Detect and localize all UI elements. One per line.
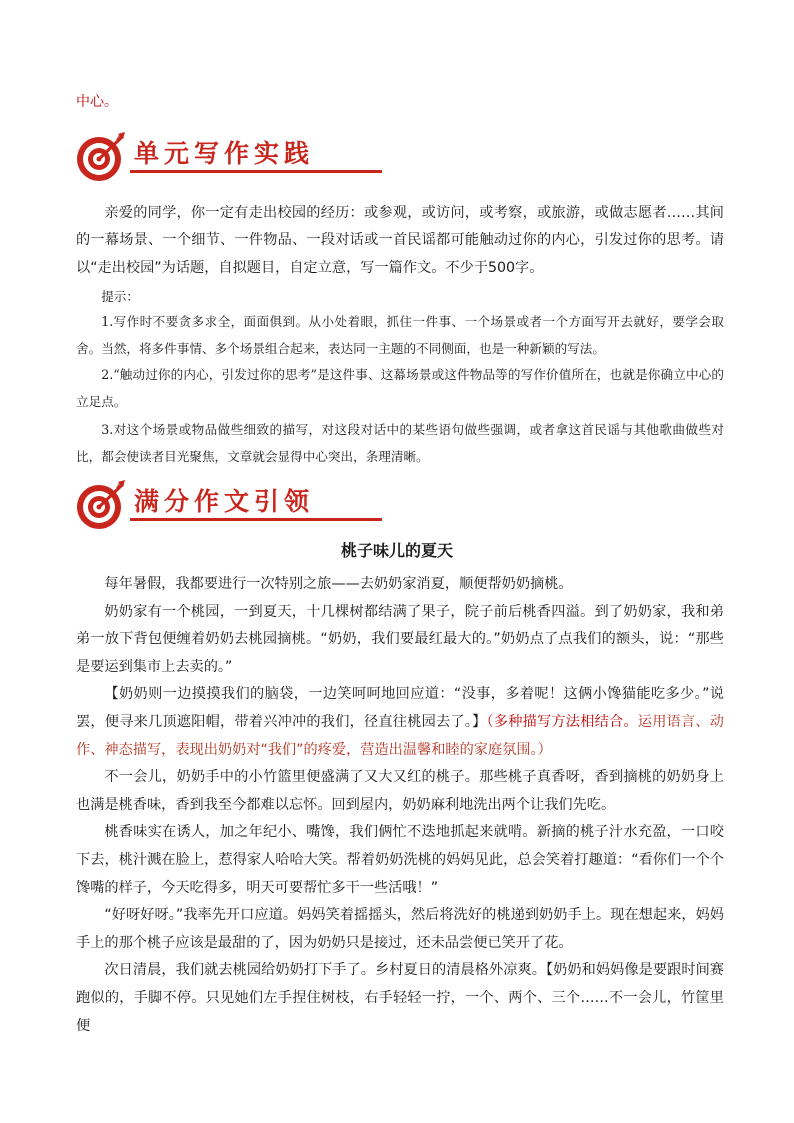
section-banner-writing-practice	[72, 128, 322, 184]
title-underline	[130, 170, 382, 173]
paragraph-3	[76, 681, 724, 764]
article-body	[76, 571, 724, 1040]
target-dart-icon	[72, 476, 134, 532]
section-title: 单元写作实践	[134, 139, 315, 168]
paragraph-2: 奶奶家有一个桃园，一到夏天，十几棵树都结满了果子，院子前后桃香四溢。到了奶奶家，我和弟弟一放下背包便缠着奶奶去桃园摘桃。“奶奶，我们要最红最大的。”奶奶点了点我们的额头，说：“那些是要运到集市上去卖的。”	[76, 603, 724, 675]
paragraph-6: “好呀好呀。”我率先开口应道。妈妈笑着摇摇头，然后将洗好的桃递到奶奶手上。现在想起来，妈妈手上的那个桃子应该是最甜的了，因为奶奶只是接过，还未品尝便已笑开了花。	[76, 907, 724, 951]
annotation-comment-b: 运用语言、动作、神态描写，表现出奶奶对“我们”的疼爱，营造出温馨和睦的家庭氛围。）	[76, 713, 724, 758]
tips-label: 提示：	[101, 289, 139, 304]
top-fragment: 中心。	[76, 94, 118, 110]
section-title: 满分作文引领	[134, 487, 315, 516]
bracketed-passage: 【奶奶则一边摸摸我们的脑袋，一边笑呵呵地回应道：“没事，多着呢！这俩小馋猫能吃多少。”说罢，便寻来几顶遮阳帽，带着兴冲冲的我们，径直往桃园去了。】	[76, 686, 724, 730]
target-dart-icon	[72, 128, 134, 184]
paragraph-1: 每年暑假，我都要进行一次特别之旅——去奶奶家消夏，顺便帮奶奶摘桃。	[104, 576, 573, 592]
paragraph-7: 次日清晨，我们就去桃园给奶奶打下手了。乡村夏日的清晨格外凉爽。【奶奶和妈妈像是要跟时间赛跑似的，手脚不停。只见她们左手捏住树枝，右手轻轻一拧，一个、两个、三个……不一会儿，竹筐里便	[76, 962, 724, 1034]
paragraph-4: 不一会儿，奶奶手中的小竹篮里便盛满了又大又红的桃子。那些桃子真香呀，香到摘桃的奶奶身上也满是桃香味，香到我至今都难以忘怀。回到屋内，奶奶麻利地洗出两个让我们先吃。	[76, 769, 724, 813]
tip-3: 3.对这个场景或物品做些细致的描写，对这段对话中的某些语句做些强调，或者拿这首民谣与其他歌曲做些对比，都会使读者目光聚焦，文章就会显得中心突出，条理清晰。	[76, 422, 724, 464]
title-underline	[130, 518, 382, 521]
paragraph-5: 桃香味实在诱人，加之年纪小、嘴馋，我们俩忙不迭地抓起来就啃。新摘的桃子汁水充盈，一口咬下去，桃汁溅在脸上，惹得家人哈哈大笑。帮着奶奶洗桃的妈妈见此，总会笑着打趣道：“看你们一个个馋嘴的样子，今天吃得多，明天可要帮忙多干一些活哦！”	[76, 824, 724, 896]
tip-2: 2.“触动过你的内心，引发过你的思考”是这件事、这幕场景或这件物品等的写作价值所在，也就是你确立中心的立足点。	[76, 367, 724, 409]
annotation-comment-a: （多种描写方法相结合。	[486, 713, 638, 730]
writing-prompt: 亲爱的同学，你一定有走出校园的经历：或参观，或访问，或考察，或旅游，或做志愿者……其间的一幕场景、一个细节、一件物品、一段对话或一首民谣都可能触动过你的内心，引发过你的思考。请以“走出校园”为话题，自拟题目，自定立意，写一篇作文。不少于500字。	[76, 205, 724, 276]
article-title: 桃子味儿的夏天	[340, 541, 453, 560]
tip-1: 1.写作时不要贪多求全，面面俱到。从小处着眼，抓住一件事、一个场景或者一个方面写开去就好，要学会取舍。当然，将多件事情、多个场景组合起来，表达同一主题的不同侧面，也是一种新颖的写法。	[76, 314, 724, 356]
section-banner-model-essay	[72, 476, 322, 532]
